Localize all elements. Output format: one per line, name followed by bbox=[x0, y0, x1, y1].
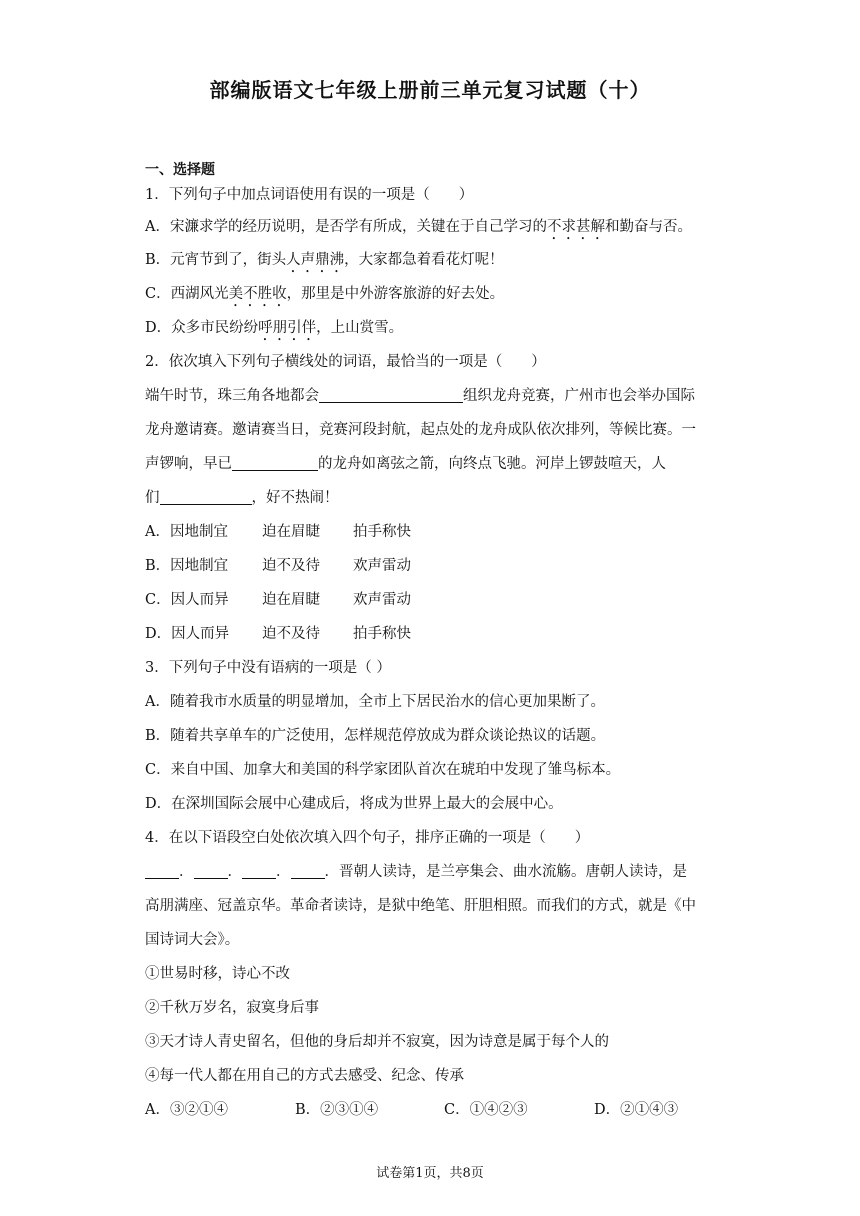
q4-blank-4 bbox=[291, 862, 325, 879]
q2-passage-line-2: 龙舟邀请赛。邀请赛当日，竞赛河段封航，起点处的龙舟成队依次排列，等候比赛。一 bbox=[145, 422, 696, 438]
q2-passage-line-4 bbox=[145, 488, 339, 508]
q2-a-word-3: 拍手称快 bbox=[353, 524, 411, 540]
q1-d-dotted-word: 呼朋引伴 bbox=[258, 320, 317, 336]
page-title: 部编版语文七年级上册前三单元复习试题（十） bbox=[209, 78, 651, 102]
q2-d-word-2: 迫不及待 bbox=[262, 626, 320, 642]
q2-blank-2 bbox=[232, 454, 318, 471]
q1-b-text: B．元宵节到了，街头 bbox=[145, 252, 287, 268]
q1-stem: 1．下列句子中加点词语使用有误的一项是（ ） bbox=[145, 187, 474, 203]
q4-option-a: A．③②①④ bbox=[145, 1102, 228, 1118]
q2-d-word-3: 拍手称快 bbox=[353, 626, 411, 642]
q2-a-word-1: A．因地制宜 bbox=[145, 524, 228, 540]
q4-options bbox=[145, 1100, 678, 1120]
q1-d-text-end: ，上山赏雪。 bbox=[316, 320, 404, 336]
q4-sentence-2: ②千秋万岁名，寂寞身后事 bbox=[145, 1000, 319, 1016]
q2-option-d bbox=[145, 624, 411, 644]
q2-blank-3 bbox=[160, 488, 252, 505]
q4-blank-2 bbox=[194, 862, 228, 879]
q2-p3-text: 声锣响，早已 bbox=[145, 456, 232, 472]
q3-option-c: C．来自中国、加拿大和美国的科学家团队首次在琥珀中发现了雏鸟标本。 bbox=[145, 762, 621, 778]
q2-option-a bbox=[145, 522, 411, 542]
q2-c-word-1: C．因人而异 bbox=[145, 592, 229, 608]
q4-option-c: C．①④②③ bbox=[444, 1102, 528, 1118]
q1-d-text: D．众多市民纷纷 bbox=[145, 320, 259, 336]
q2-p4-text-end: ，好不热闹！ bbox=[251, 490, 339, 506]
section-heading: 一、选择题 bbox=[145, 162, 215, 178]
q4-passage-line-3: 国诗词大会》。 bbox=[145, 932, 240, 948]
q2-b-word-2: 迫不及待 bbox=[262, 558, 320, 574]
q4-blank-1 bbox=[145, 862, 179, 879]
q1-a-text: A．宋濂求学的经历说明，是否学有所成，关键在于自己学习的 bbox=[145, 219, 547, 235]
q2-passage-line-1 bbox=[145, 386, 695, 406]
q2-b-word-3: 欢声雷动 bbox=[353, 558, 411, 574]
page-footer: 试卷第1页，共8页 bbox=[376, 1166, 484, 1181]
q4-passage-line-1: ． ． ． ．晋朝人读诗，是兰亭集会、曲水流觞。唐朝人读诗，是 bbox=[145, 862, 687, 882]
q2-blank-1 bbox=[319, 386, 463, 403]
q2-stem: 2．依次填入下列句子横线处的词语，最恰当的一项是（ ） bbox=[145, 354, 546, 370]
q3-option-b: B．随着共享单车的广泛使用，怎样规范停放成为群众谈论热议的话题。 bbox=[145, 728, 606, 744]
q2-p1-text-end: 组织龙舟竞赛，广州市也会举办国际 bbox=[463, 388, 695, 404]
q1-b-text-end: ，大家都急着看花灯呢！ bbox=[344, 252, 504, 268]
q4-sentence-4: ④每一代人都在用自己的方式去感受、纪念、传承 bbox=[145, 1068, 464, 1084]
q1-option-b bbox=[145, 250, 504, 276]
q2-b-word-1: B．因地制宜 bbox=[145, 558, 229, 574]
q4-sentence-1: ①世易时移，诗心不改 bbox=[145, 966, 290, 982]
q2-c-word-2: 迫在眉睫 bbox=[262, 592, 320, 608]
q2-p4-text: 们 bbox=[145, 490, 160, 506]
q1-option-c bbox=[145, 284, 504, 310]
q4-sentence-3: ③天才诗人青史留名，但他的身后却并不寂寞，因为诗意是属于每个人的 bbox=[145, 1034, 609, 1050]
q2-option-b bbox=[145, 556, 411, 576]
q2-a-word-2: 迫在眉睫 bbox=[262, 524, 320, 540]
q4-option-d: D．②①④③ bbox=[594, 1102, 679, 1118]
q2-d-word-1: D．因人而异 bbox=[145, 626, 230, 642]
q4-p1-text: ．晋朝人读诗，是兰亭集会、曲水流觞。唐朝人读诗，是 bbox=[324, 864, 687, 880]
q1-c-dotted-word: 美不胜收 bbox=[228, 286, 287, 302]
q1-option-a bbox=[145, 217, 692, 243]
q1-c-text: C．西湖风光 bbox=[145, 286, 229, 302]
q2-option-c bbox=[145, 590, 411, 610]
q3-option-d: D．在深圳国际会展中心建成后，将成为世界上最大的会展中心。 bbox=[145, 796, 563, 812]
q2-p3-text-end: 的龙舟如离弦之箭，向终点飞驰。河岸上锣鼓喧天，人 bbox=[318, 456, 666, 472]
q4-option-b: B．②③①④ bbox=[295, 1102, 379, 1118]
q2-passage-line-3 bbox=[145, 454, 666, 474]
q1-c-text-end: ，那里是中外游客旅游的好去处。 bbox=[286, 286, 505, 302]
q1-option-d bbox=[145, 318, 403, 344]
q4-blank-3 bbox=[242, 862, 276, 879]
q3-option-a: A．随着我市水质量的明显增加，全市上下居民治水的信心更加果断了。 bbox=[145, 694, 605, 710]
q1-a-text-end: 和勤奋与否。 bbox=[604, 219, 692, 235]
q4-passage-line-2: 高朋满座、冠盖京华。革命者读诗，是狱中绝笔、肝胆相照。而我们的方式，就是《中 bbox=[145, 898, 696, 914]
q3-stem: 3．下列句子中没有语病的一项是（ ） bbox=[145, 660, 391, 676]
q1-a-dotted-word: 不求甚解 bbox=[546, 219, 605, 235]
q4-stem: 4．在以下语段空白处依次填入四个句子，排序正确的一项是（ ） bbox=[145, 830, 590, 846]
q2-p1-text: 端午时节，珠三角各地都会 bbox=[145, 388, 319, 404]
q1-b-dotted-word: 人声鼎沸 bbox=[286, 252, 345, 268]
q2-c-word-3: 欢声雷动 bbox=[353, 592, 411, 608]
